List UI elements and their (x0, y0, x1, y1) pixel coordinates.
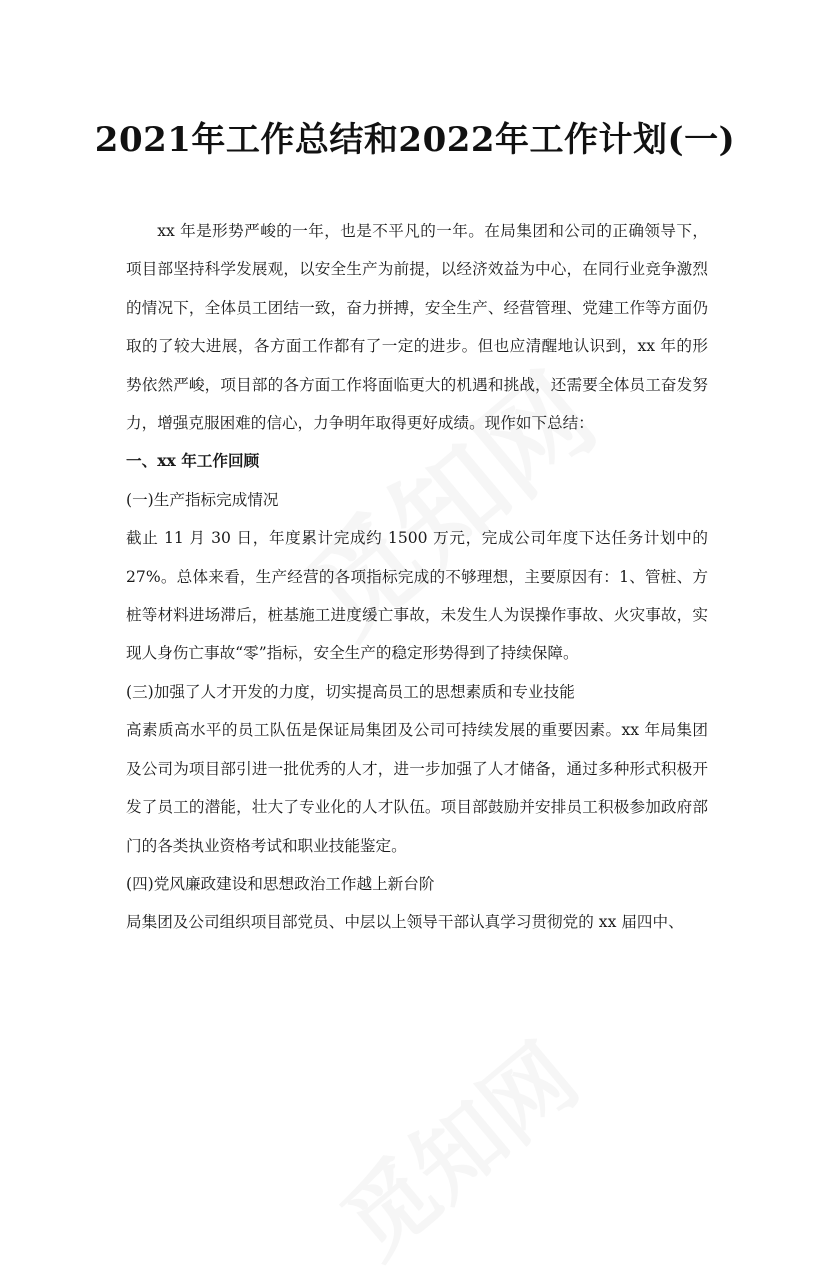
section-heading-review: 一、xx 年工作回顾 (126, 451, 260, 471)
subheading-production: (一)生产指标完成情况 (126, 490, 279, 509)
talent-paragraph: 高素质高水平的员工队伍是保证局集团及公司可持续发展的重要因素。xx 年局集团及公司为项目部引进一批优秀的人才，进一步加强了人才储备，通过多种形式积极开发了员工的潜能，壮大了专业化的人才队伍。项目部鼓励并安排员工积极参加政府部门的各类执业资格考试和职业技能鉴定。 (126, 721, 708, 855)
watermark-bottom (320, 1090, 520, 1174)
document-body (126, 212, 708, 942)
production-paragraph: 截止 11 月 30 日，年度累计完成约 1500 万元，完成公司年度下达任务计划中的 27%。总体来看，生产经营的各项指标完成的不够理想，主要原因有：1、管桩、方桩等材料进场滞后，桩基施工进度缓亡事故，未发生人为误操作事故、火灾事故，实现人身伤亡事故“零”指标，安全生产的稳定形势得到了持续保障。 (126, 529, 708, 663)
document-title: 2021年工作总结和2022年工作计划(一) (94, 120, 736, 160)
party-paragraph: 局集团及公司组织项目部党员、中层以上领导干部认真学习贯彻党的 xx 届四中、 (126, 913, 684, 932)
watermark-text-bottom (310, 1008, 600, 1281)
intro-paragraph: xx 年是形势严峻的一年，也是不平凡的一年。在局集团和公司的正确领导下，项目部坚持科学发展观，以安全生产为前提，以经济效益为中心，在同行业竞争激烈的情况下，全体员工团结一致，奋力拼搏，安全生产、经营管理、党建工作等方面仍取的了较大进展，各方面工作都有了一定的进步。但也应清醒地认识到，xx 年的形势依然严峻，项目部的各方面工作将面临更大的机遇和挑战，还需要全体员工奋发努力，增强克服困难的信心，力争明年取得更好成绩。现作如下总结： (126, 222, 708, 433)
subheading-party: (四)党风廉政建设和思想政治工作越上新台阶 (126, 874, 435, 893)
subheading-talent: (三)加强了人才开发的力度，切实提高员工的思想素质和专业技能 (126, 682, 575, 701)
